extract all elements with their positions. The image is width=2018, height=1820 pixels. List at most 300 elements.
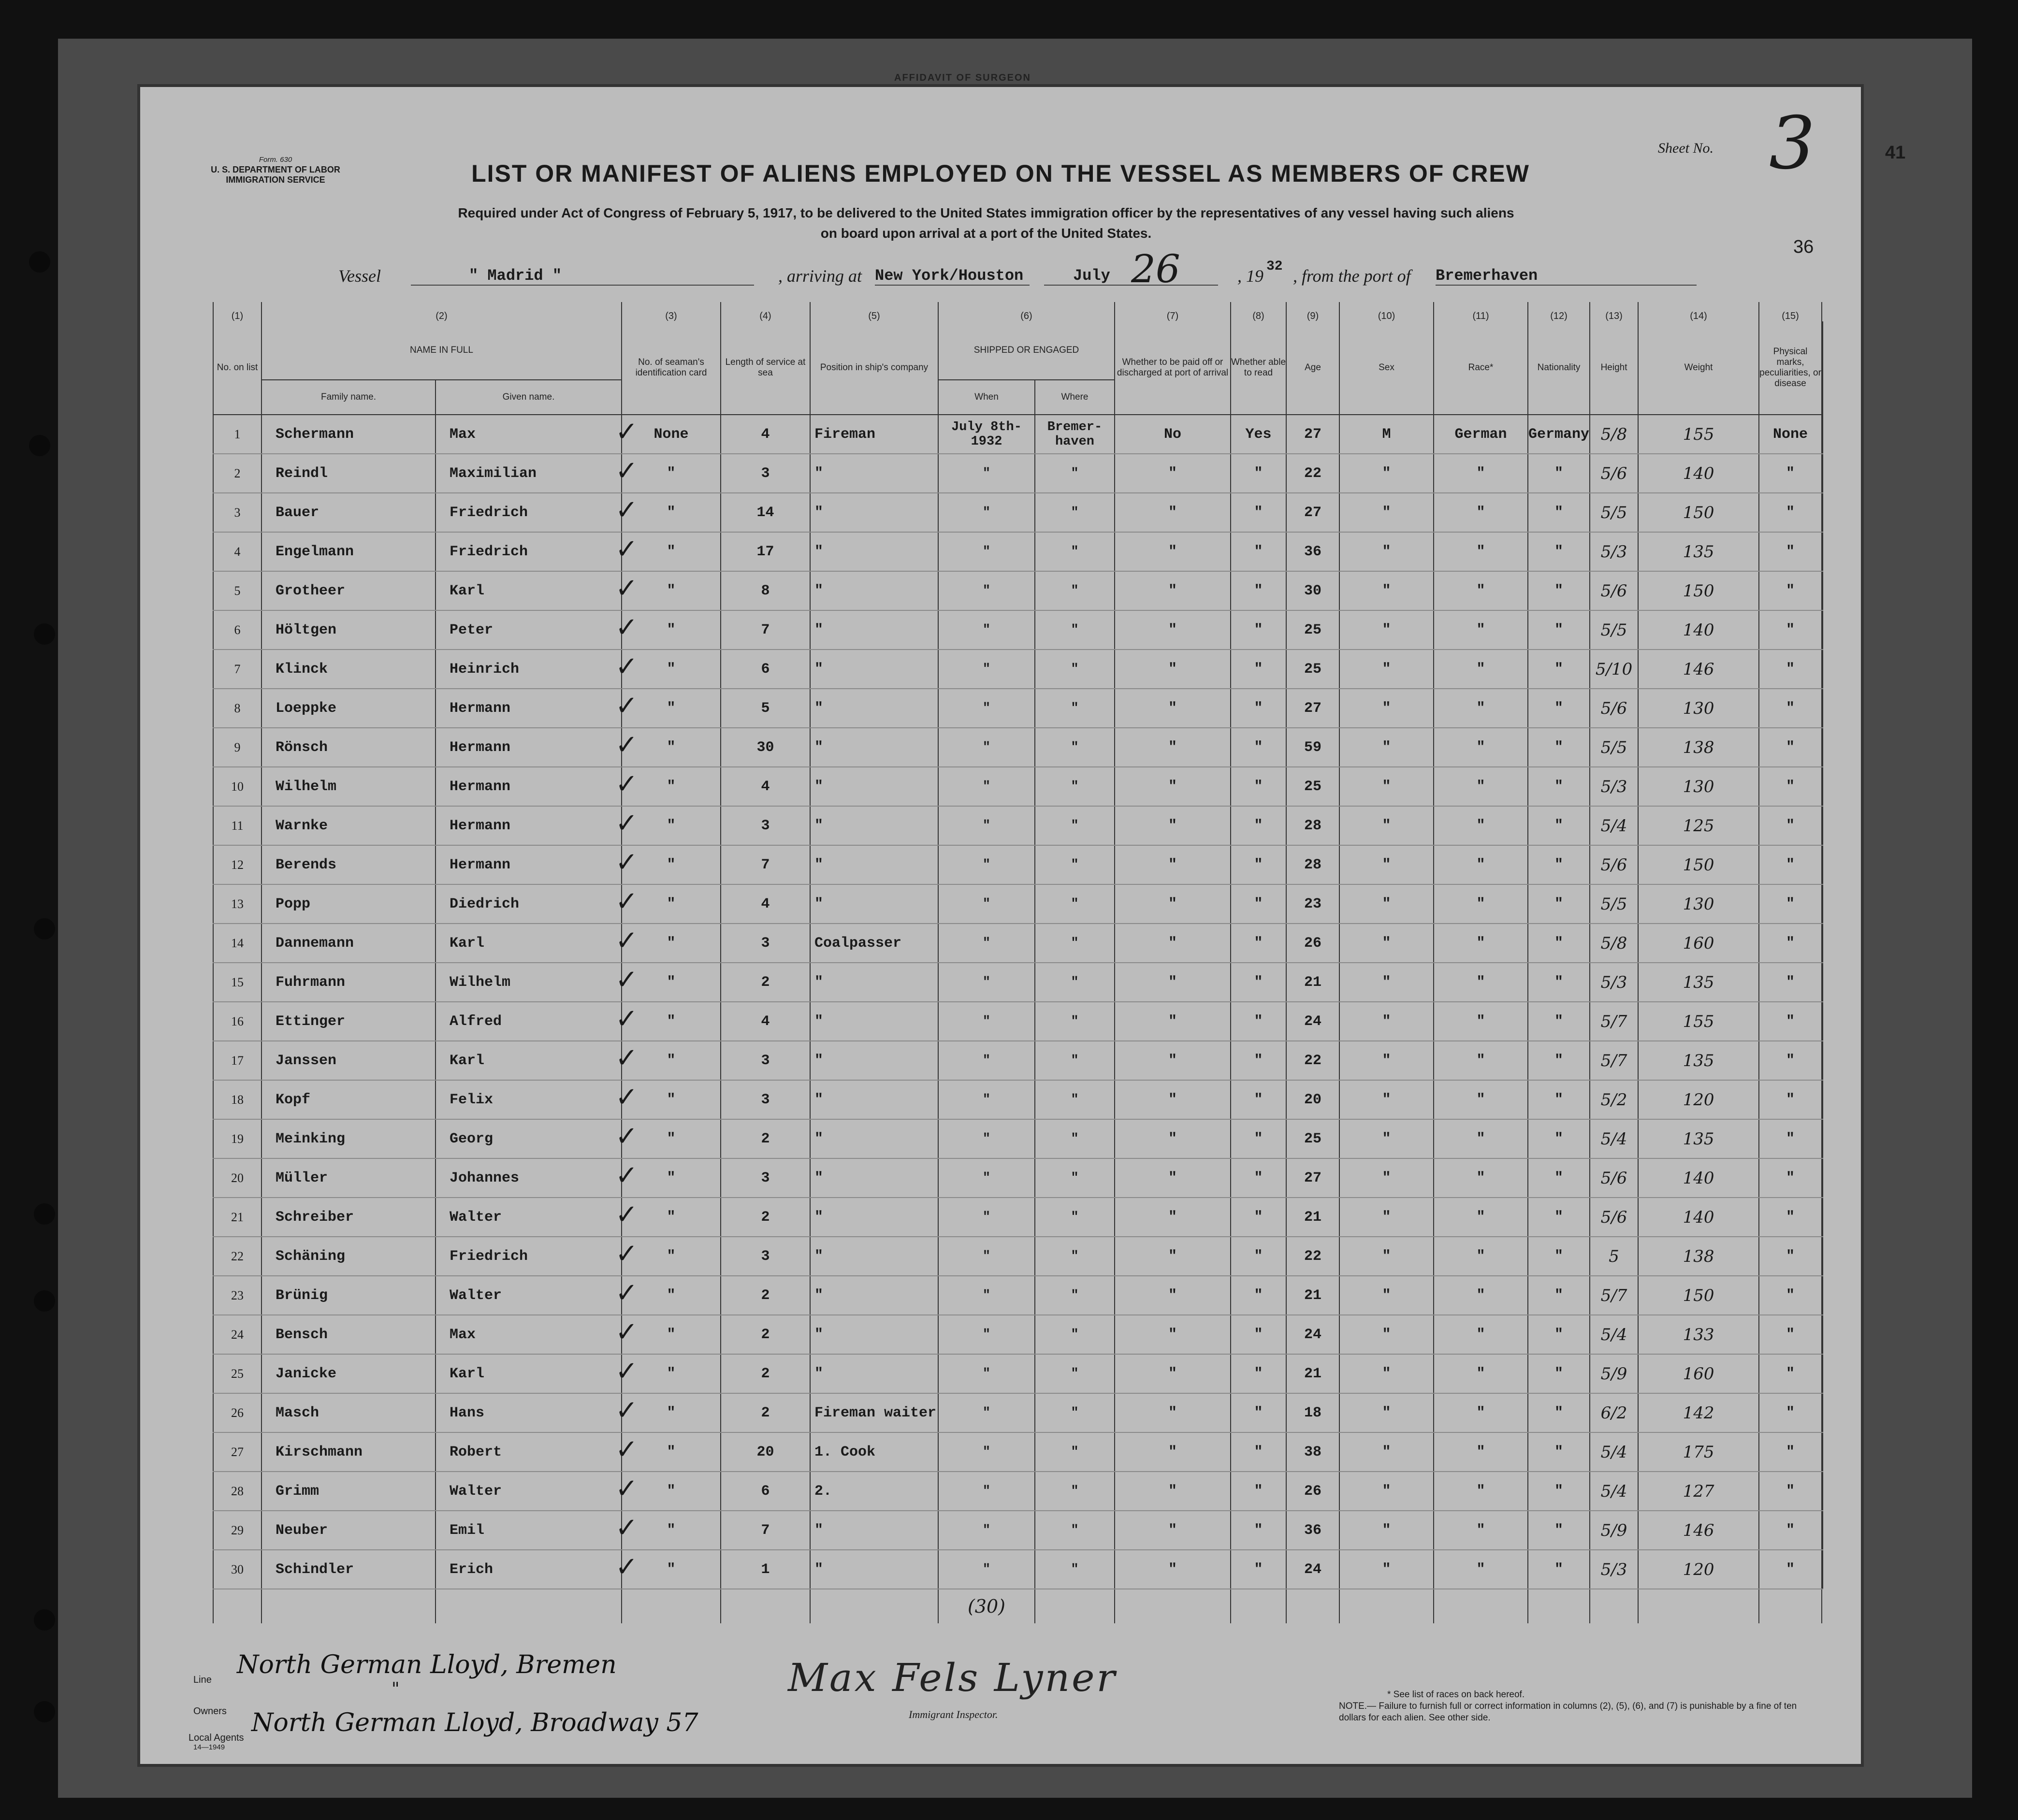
cell-shipped-where: "	[1035, 454, 1115, 493]
cell-race: "	[1434, 1041, 1528, 1080]
cell-weight: 127	[1638, 1472, 1759, 1511]
cell-physical-marks: "	[1759, 1393, 1822, 1432]
id-card-value: "	[667, 1522, 676, 1539]
cell-able-to-read: "	[1231, 571, 1286, 610]
cell-shipped-when: "	[938, 1315, 1035, 1354]
cell-blank	[1822, 806, 1823, 845]
cell-shipped-where: "	[1035, 571, 1115, 610]
cell-blank	[1822, 1550, 1823, 1589]
cell-given-name: Walter	[436, 1198, 622, 1237]
id-card-value: "	[667, 778, 676, 795]
cell-shipped-where: "	[1035, 728, 1115, 767]
cell-age: 25	[1286, 610, 1339, 650]
cell-sex: "	[1339, 1237, 1434, 1276]
cell-length-of-service: 14	[721, 493, 810, 532]
cell-race: German	[1434, 415, 1528, 454]
cell-position: Coalpasser	[810, 924, 938, 963]
cell-nationality: "	[1528, 728, 1590, 767]
checkmark-icon: ✓	[615, 729, 638, 761]
table-row	[213, 884, 1823, 924]
cell-height: 5/5	[1590, 884, 1638, 924]
cell-blank	[1822, 689, 1823, 728]
cell-length-of-service: 2	[721, 963, 810, 1002]
cell-family-name: Engelmann	[261, 532, 436, 571]
cell-shipped-when: "	[938, 610, 1035, 650]
cell-physical-marks: "	[1759, 1276, 1822, 1315]
cell-weight: 138	[1638, 1237, 1759, 1276]
table-row	[213, 650, 1823, 689]
service-name: IMMIGRATION SERVICE	[226, 175, 325, 185]
cell-shipped-where: "	[1035, 1198, 1115, 1237]
cell-sex: "	[1339, 1198, 1434, 1237]
cell-weight: 140	[1638, 1158, 1759, 1198]
cell-sex: "	[1339, 1080, 1434, 1119]
cell-race: "	[1434, 1198, 1528, 1237]
cell-row-number: 10	[213, 767, 261, 806]
cell-race: "	[1434, 1237, 1528, 1276]
cell-physical-marks: "	[1759, 1354, 1822, 1393]
cell-position: "	[810, 1315, 938, 1354]
cell-family-name: Janssen	[261, 1041, 436, 1080]
cell-height: 5/3	[1590, 767, 1638, 806]
cell-row-number: 13	[213, 884, 261, 924]
cell-shipped-when: "	[938, 1041, 1035, 1080]
checkmark-icon: ✓	[615, 964, 638, 996]
cell-paid-off: "	[1115, 1432, 1231, 1472]
cell-given-name: Emil	[436, 1511, 622, 1550]
cell-sex: "	[1339, 1315, 1434, 1354]
cell-blank	[1822, 963, 1823, 1002]
cell-height: 6/2	[1590, 1393, 1638, 1432]
inspector-signature: Max Fels Lyner	[788, 1655, 1117, 1700]
cell-position: "	[810, 1511, 938, 1550]
cell-able-to-read: "	[1231, 1511, 1286, 1550]
cell-physical-marks: "	[1759, 650, 1822, 689]
cell-nationality: "	[1528, 1041, 1590, 1080]
cell-length-of-service: 6	[721, 1472, 810, 1511]
cell-weight: 150	[1638, 493, 1759, 532]
table-row	[213, 963, 1823, 1002]
cell-sex: "	[1339, 963, 1434, 1002]
cell-given-name: Friedrich	[436, 532, 622, 571]
checkmark-icon: ✓	[615, 808, 638, 839]
cell-paid-off: "	[1115, 610, 1231, 650]
col-paid-off: Whether to be paid off or discharged at port of arrival	[1115, 321, 1231, 415]
cell-race: "	[1434, 1354, 1528, 1393]
checkmark-icon: ✓	[615, 1277, 638, 1309]
arrival-day: 26	[1131, 246, 1180, 291]
cell-height: 5/7	[1590, 1276, 1638, 1315]
arrival-month: July	[1044, 267, 1218, 286]
cell-length-of-service: 4	[721, 767, 810, 806]
checkmark-icon: ✓	[615, 1512, 638, 1544]
cell-weight: 130	[1638, 767, 1759, 806]
id-card-value: "	[667, 1365, 676, 1382]
cell-blank	[1822, 1511, 1823, 1550]
cell-blank	[1822, 1080, 1823, 1119]
checkmark-icon: ✓	[615, 1473, 638, 1504]
cell-race: "	[1434, 454, 1528, 493]
cell-race: "	[1434, 1276, 1528, 1315]
col-id-card: No. of seaman's identification card	[622, 321, 721, 415]
cell-age: 28	[1286, 806, 1339, 845]
cell-family-name: Popp	[261, 884, 436, 924]
cell-family-name: Loeppke	[261, 689, 436, 728]
cell-able-to-read: "	[1231, 728, 1286, 767]
cell-weight: 140	[1638, 610, 1759, 650]
cell-blank	[1822, 767, 1823, 806]
cell-paid-off: "	[1115, 1119, 1231, 1158]
id-card-value: "	[667, 1130, 676, 1147]
cell-id-card	[615, 1119, 721, 1158]
cell-shipped-when: "	[938, 1432, 1035, 1472]
cell-position: 1. Cook	[810, 1432, 938, 1472]
cell-position: "	[810, 493, 938, 532]
cell-age: 26	[1286, 1472, 1339, 1511]
cell-height: 5/7	[1590, 1041, 1638, 1080]
cell-row-number: 22	[213, 1237, 261, 1276]
cell-race: "	[1434, 1002, 1528, 1041]
cell-row-number: 20	[213, 1158, 261, 1198]
cell-race: "	[1434, 571, 1528, 610]
cell-physical-marks: "	[1759, 845, 1822, 884]
cell-shipped-when: "	[938, 532, 1035, 571]
cell-age: 23	[1286, 884, 1339, 924]
cell-age: 27	[1286, 1158, 1339, 1198]
cell-id-card	[615, 689, 721, 728]
cell-position: "	[810, 884, 938, 924]
id-card-value: "	[667, 739, 676, 756]
col-shipped-or-engaged: SHIPPED OR ENGAGED	[938, 321, 1115, 380]
table-row	[213, 1354, 1823, 1393]
cell-able-to-read: "	[1231, 1158, 1286, 1198]
id-card-value: "	[667, 543, 676, 560]
cell-able-to-read: "	[1231, 767, 1286, 806]
cell-paid-off: "	[1115, 454, 1231, 493]
cell-shipped-when: "	[938, 454, 1035, 493]
cell-position: "	[810, 1158, 938, 1198]
cell-shipped-when: "	[938, 1472, 1035, 1511]
cell-nationality: "	[1528, 532, 1590, 571]
cell-given-name: Hermann	[436, 767, 622, 806]
cell-position: 2.	[810, 1472, 938, 1511]
cell-weight: 130	[1638, 884, 1759, 924]
cell-row-number: 15	[213, 963, 261, 1002]
cell-nationality: "	[1528, 963, 1590, 1002]
cell-able-to-read: "	[1231, 963, 1286, 1002]
checkmark-icon: ✓	[615, 1551, 638, 1583]
cell-id-card	[615, 767, 721, 806]
table-row	[213, 728, 1823, 767]
col-height: Height	[1590, 321, 1638, 415]
cell-height: 5/3	[1590, 1550, 1638, 1589]
cell-nationality: "	[1528, 1472, 1590, 1511]
cell-nationality: "	[1528, 1550, 1590, 1589]
cell-family-name: Grotheer	[261, 571, 436, 610]
cell-height: 5/3	[1590, 532, 1638, 571]
cell-sex: "	[1339, 728, 1434, 767]
cell-weight: 150	[1638, 1276, 1759, 1315]
cell-physical-marks: "	[1759, 1119, 1822, 1158]
cell-family-name: Meinking	[261, 1119, 436, 1158]
col-num: (7)	[1115, 302, 1231, 321]
col-weight: Weight	[1638, 321, 1759, 415]
cell-id-card	[615, 1354, 721, 1393]
cell-paid-off: "	[1115, 1041, 1231, 1080]
page-title: LIST OR MANIFEST OF ALIENS EMPLOYED ON THE VESSEL AS MEMBERS OF CREW	[471, 160, 1530, 187]
cell-blank	[1822, 650, 1823, 689]
table-row	[213, 454, 1823, 493]
cell-family-name: Höltgen	[261, 610, 436, 650]
checkmark-icon: ✓	[615, 1238, 638, 1270]
cell-race: "	[1434, 1432, 1528, 1472]
cell-height: 5/5	[1590, 610, 1638, 650]
cell-shipped-when: "	[938, 1393, 1035, 1432]
cell-family-name: Brünig	[261, 1276, 436, 1315]
table-row	[213, 806, 1823, 845]
cell-nationality: "	[1528, 924, 1590, 963]
checkmark-icon: ✓	[615, 1316, 638, 1348]
cell-able-to-read: "	[1231, 1002, 1286, 1041]
cell-row-number: 2	[213, 454, 261, 493]
cell-length-of-service: 5	[721, 689, 810, 728]
cell-given-name: Johannes	[436, 1158, 622, 1198]
cell-given-name: Wilhelm	[436, 963, 622, 1002]
crew-manifest-table	[213, 302, 1823, 1623]
cell-row-number: 7	[213, 650, 261, 689]
cell-row-number: 27	[213, 1432, 261, 1472]
checkmark-icon: ✓	[615, 1121, 638, 1152]
cell-blank	[1822, 1158, 1823, 1198]
cell-shipped-where: "	[1035, 845, 1115, 884]
cell-age: 27	[1286, 493, 1339, 532]
cell-paid-off: "	[1115, 1511, 1231, 1550]
table-row	[213, 571, 1823, 610]
cell-id-card	[615, 1198, 721, 1237]
cell-id-card	[615, 1432, 721, 1472]
checkmark-icon: ✓	[615, 573, 638, 604]
cell-given-name: Diedrich	[436, 884, 622, 924]
cell-shipped-where: "	[1035, 689, 1115, 728]
cell-nationality: "	[1528, 767, 1590, 806]
cell-race: "	[1434, 845, 1528, 884]
cell-shipped-when: "	[938, 963, 1035, 1002]
cell-sex: "	[1339, 1354, 1434, 1393]
cell-shipped-where: "	[1035, 650, 1115, 689]
cell-nationality: "	[1528, 571, 1590, 610]
cell-family-name: Rönsch	[261, 728, 436, 767]
note-penalty: NOTE.— Failure to furnish full or correct information in columns (2), (5), (6), and (7) is punishable by a fine of ten dollars for each alien. See other side.	[1339, 1701, 1797, 1723]
cell-position: "	[810, 728, 938, 767]
cell-sex: "	[1339, 610, 1434, 650]
cell-weight: 160	[1638, 924, 1759, 963]
cell-shipped-when: "	[938, 728, 1035, 767]
cell-family-name: Ettinger	[261, 1002, 436, 1041]
cell-family-name: Berends	[261, 845, 436, 884]
cell-race: "	[1434, 963, 1528, 1002]
cell-shipped-where: "	[1035, 1041, 1115, 1080]
cell-weight: 130	[1638, 689, 1759, 728]
cell-shipped-where: "	[1035, 1354, 1115, 1393]
cell-blank	[1822, 415, 1823, 454]
cell-height: 5/2	[1590, 1080, 1638, 1119]
cell-race: "	[1434, 806, 1528, 845]
cell-age: 18	[1286, 1393, 1339, 1432]
cell-row-number: 16	[213, 1002, 261, 1041]
table-row	[213, 1393, 1823, 1432]
cell-age: 26	[1286, 924, 1339, 963]
cell-height: 5/4	[1590, 1315, 1638, 1354]
id-card-value: "	[667, 1326, 676, 1343]
punch-hole	[34, 623, 55, 645]
cell-given-name: Karl	[436, 1041, 622, 1080]
cell-given-name: Walter	[436, 1276, 622, 1315]
cell-able-to-read: "	[1231, 1041, 1286, 1080]
cell-sex: "	[1339, 1432, 1434, 1472]
cell-id-card	[615, 1237, 721, 1276]
cell-physical-marks: "	[1759, 610, 1822, 650]
cell-shipped-when: "	[938, 571, 1035, 610]
cell-given-name: Robert	[436, 1432, 622, 1472]
cell-id-card	[615, 1511, 721, 1550]
table-row	[213, 1198, 1823, 1237]
cell-position: "	[810, 1354, 938, 1393]
cell-weight: 140	[1638, 1198, 1759, 1237]
id-card-value: "	[667, 1209, 676, 1226]
cell-row-number: 5	[213, 571, 261, 610]
cell-age: 22	[1286, 1041, 1339, 1080]
cell-shipped-when: "	[938, 1119, 1035, 1158]
cell-position: "	[810, 806, 938, 845]
cell-shipped-when: "	[938, 493, 1035, 532]
cell-sex: "	[1339, 1550, 1434, 1589]
checkmark-icon: ✓	[615, 768, 638, 800]
cell-blank	[1822, 1276, 1823, 1315]
cell-family-name: Wilhelm	[261, 767, 436, 806]
cell-race: "	[1434, 1080, 1528, 1119]
cell-age: 28	[1286, 845, 1339, 884]
table-row	[213, 924, 1823, 963]
cell-age: 27	[1286, 689, 1339, 728]
col-num: (5)	[810, 302, 938, 321]
cell-shipped-where: "	[1035, 806, 1115, 845]
checkmark-icon: ✓	[615, 1199, 638, 1230]
cell-blank	[1822, 1198, 1823, 1237]
cell-age: 24	[1286, 1315, 1339, 1354]
cell-physical-marks: "	[1759, 1550, 1822, 1589]
cell-row-number: 9	[213, 728, 261, 767]
id-card-value: "	[667, 1170, 676, 1186]
cell-sex: "	[1339, 1119, 1434, 1158]
cell-height: 5/4	[1590, 1119, 1638, 1158]
cell-race: "	[1434, 1119, 1528, 1158]
cell-physical-marks: "	[1759, 806, 1822, 845]
cell-physical-marks: "	[1759, 1432, 1822, 1472]
table-row	[213, 1550, 1823, 1589]
col-no-on-list: No. on list	[213, 321, 261, 415]
cell-age: 30	[1286, 571, 1339, 610]
cell-paid-off: "	[1115, 1472, 1231, 1511]
cell-position: "	[810, 532, 938, 571]
checkmark-icon: ✓	[615, 416, 638, 448]
checkmark-icon: ✓	[615, 1395, 638, 1426]
owners-value: "	[392, 1679, 400, 1699]
cell-given-name: Peter	[436, 610, 622, 650]
table-row	[213, 493, 1823, 532]
cell-age: 59	[1286, 728, 1339, 767]
cell-paid-off: "	[1115, 924, 1231, 963]
cell-row-number: 28	[213, 1472, 261, 1511]
cell-shipped-when: "	[938, 1354, 1035, 1393]
cell-row-number: 17	[213, 1041, 261, 1080]
cell-height: 5/4	[1590, 1432, 1638, 1472]
table-row	[213, 1237, 1823, 1276]
cell-height: 5/6	[1590, 1198, 1638, 1237]
checkmark-icon: ✓	[615, 612, 638, 643]
line-value: North German Lloyd, Bremen	[237, 1650, 617, 1679]
cell-age: 25	[1286, 650, 1339, 689]
cell-sex: "	[1339, 924, 1434, 963]
cell-height: 5/5	[1590, 493, 1638, 532]
cell-shipped-when: "	[938, 1550, 1035, 1589]
cell-shipped-when: "	[938, 1158, 1035, 1198]
cell-row-number: 8	[213, 689, 261, 728]
cell-row-number: 19	[213, 1119, 261, 1158]
cell-height: 5/6	[1590, 571, 1638, 610]
cell-paid-off: "	[1115, 884, 1231, 924]
col-nationality: Nationality	[1528, 321, 1590, 415]
checkmark-icon: ✓	[615, 455, 638, 487]
cell-physical-marks: "	[1759, 1237, 1822, 1276]
cell-able-to-read: "	[1231, 924, 1286, 963]
checkmark-icon: ✓	[615, 690, 638, 722]
cell-nationality: "	[1528, 806, 1590, 845]
cell-race: "	[1434, 728, 1528, 767]
cell-physical-marks: "	[1759, 767, 1822, 806]
cell-blank	[1822, 1041, 1823, 1080]
cell-paid-off: "	[1115, 1550, 1231, 1589]
cell-id-card	[615, 610, 721, 650]
cell-shipped-when: "	[938, 1276, 1035, 1315]
cell-blank	[1822, 1432, 1823, 1472]
cell-weight: 155	[1638, 1002, 1759, 1041]
cell-weight: 150	[1638, 571, 1759, 610]
cell-shipped-where: "	[1035, 1158, 1115, 1198]
punch-hole	[29, 435, 50, 456]
cell-paid-off: "	[1115, 845, 1231, 884]
checkmark-icon: ✓	[615, 1160, 638, 1191]
cell-physical-marks: "	[1759, 493, 1822, 532]
cell-length-of-service: 7	[721, 845, 810, 884]
cell-given-name: Karl	[436, 1354, 622, 1393]
cell-weight: 140	[1638, 454, 1759, 493]
cell-able-to-read: "	[1231, 1198, 1286, 1237]
cell-sex: "	[1339, 1393, 1434, 1432]
col-num: (2)	[261, 302, 622, 321]
punch-hole	[29, 251, 50, 273]
cell-height: 5/4	[1590, 806, 1638, 845]
cell-family-name: Bensch	[261, 1315, 436, 1354]
cell-sex: "	[1339, 884, 1434, 924]
table-row	[213, 1276, 1823, 1315]
checkmark-icon: ✓	[615, 534, 638, 565]
cell-age: 21	[1286, 1276, 1339, 1315]
cell-given-name: Hermann	[436, 806, 622, 845]
cell-weight: 150	[1638, 845, 1759, 884]
cell-row-number: 6	[213, 610, 261, 650]
cell-physical-marks: "	[1759, 571, 1822, 610]
cell-id-card	[615, 1550, 721, 1589]
